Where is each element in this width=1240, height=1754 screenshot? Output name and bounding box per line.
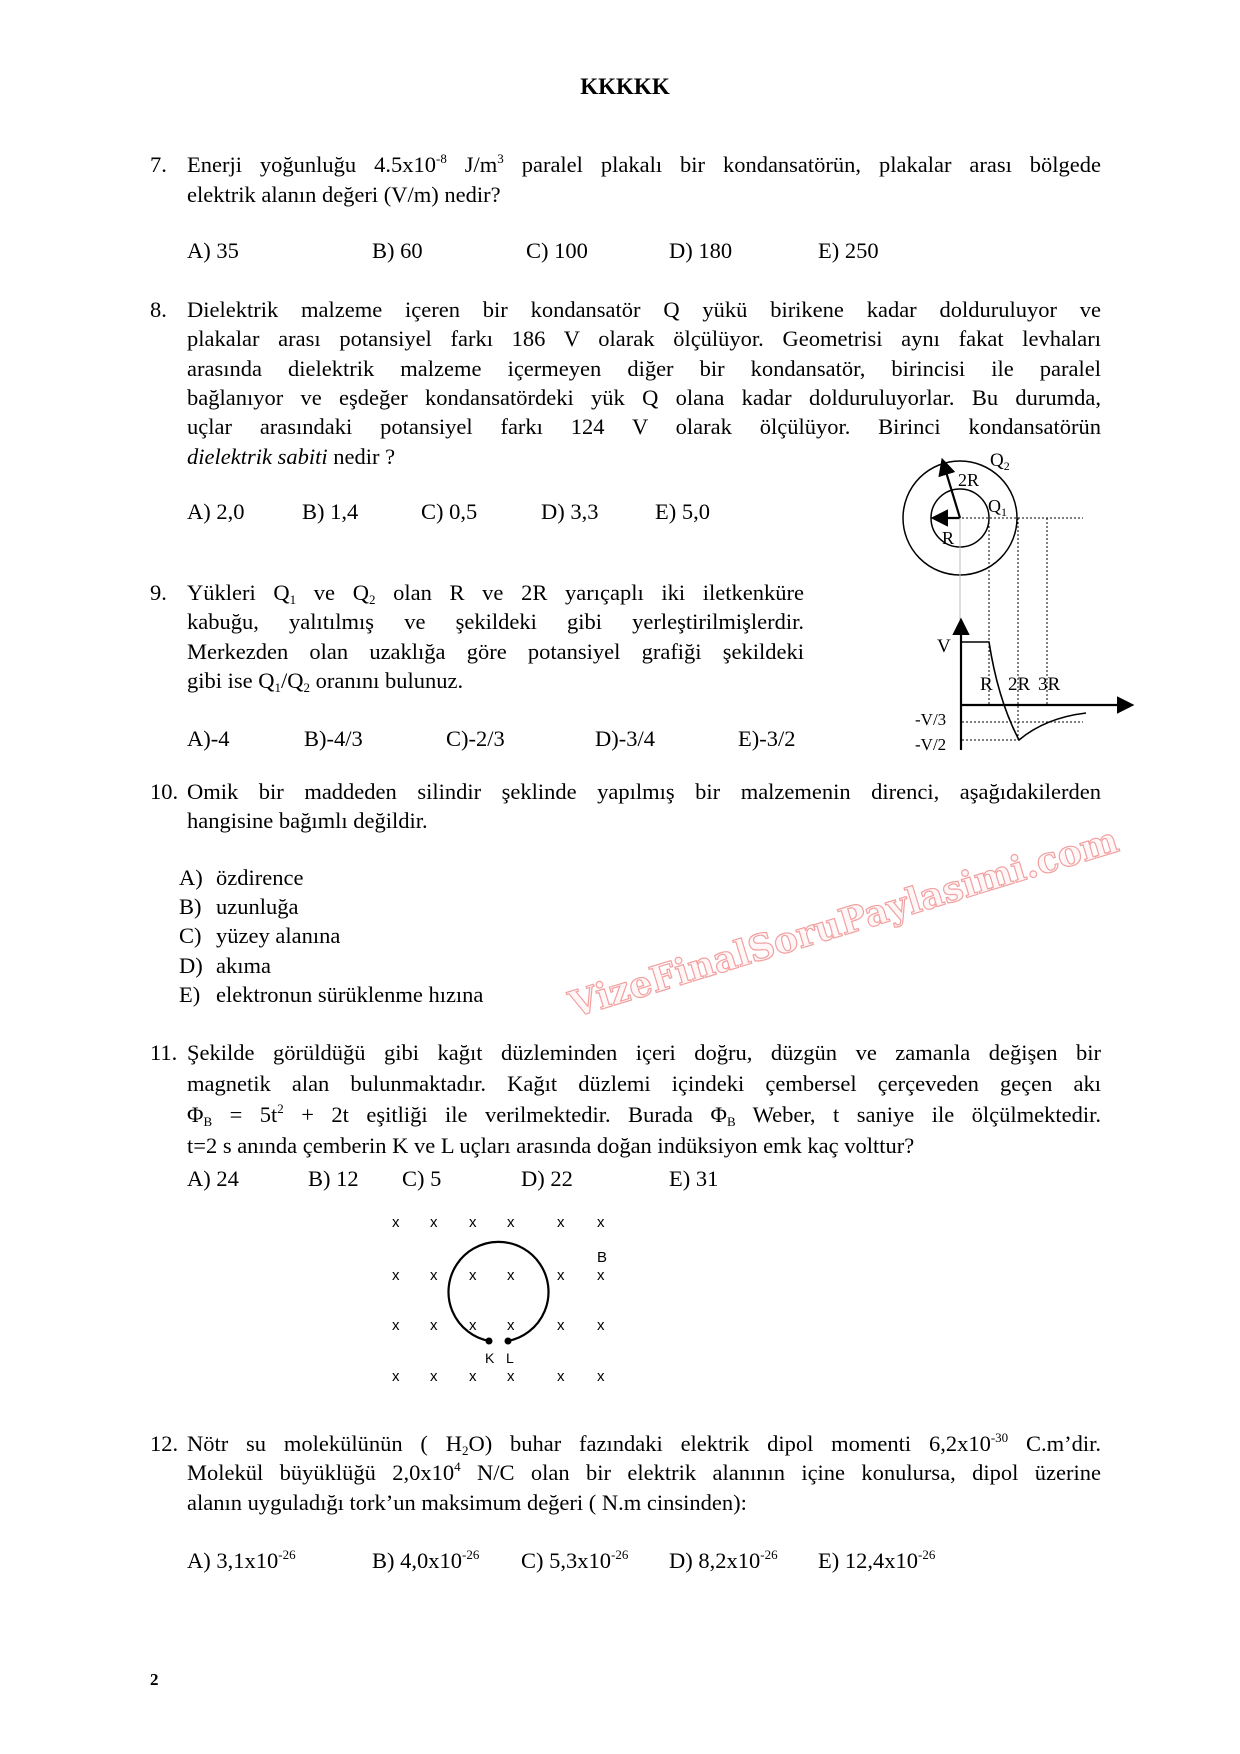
text-segment: Enerji yoğunluğu 4.5x10 [187,152,436,177]
text-segment: + 2t eşitliği ile verilmektedir. Burada Φ [283,1102,727,1127]
text-segment: ve Q [296,580,369,605]
text-segment: oranını bulunuz. [310,667,464,693]
field-into-page-mark: x [597,1267,605,1284]
field-b-label: B [597,1249,608,1266]
answer-choice: E) 5,0 [655,499,710,524]
watermark: VizeFinalSoruPaylasimi.com [564,818,1124,1027]
field-into-page-mark: x [469,1368,477,1385]
field-into-page-mark: x [392,1267,400,1284]
question-number: 8. [150,297,167,322]
option-letter: C) [179,923,202,949]
q2-label: $Q_2$ [990,450,1010,473]
superscript: -8 [435,151,447,166]
answer-choice: A)-4 [187,726,230,751]
field-into-page-mark: x [507,1317,515,1334]
text-segment: Molekül büyüklüğü 2,0x10 [187,1460,455,1486]
text-segment: t=2 s anında çemberin K ve L uçları arasında doğan indüksiyon emk kaç volttur? [187,1133,915,1158]
text-segment: elektrik alanın değeri (V/m) nedir? [187,181,501,207]
subscript: 1 [274,679,281,695]
field-into-page-mark: x [507,1267,515,1284]
answer-choice: C)-2/3 [446,726,505,751]
field-into-page-mark: x [507,1214,515,1231]
field-into-page-mark: x [557,1317,565,1334]
text-segment: Yükleri Q [187,580,290,605]
field-into-page-mark: x [392,1317,400,1334]
subscript: 2 [461,1443,469,1458]
option-letter: A) [179,865,203,890]
option-text: özdirence [216,865,304,890]
text-segment: plakalar arası potansiyel farkı 186 V olarak ölçülüyor. Geometrisi aynı fakat levhaları [187,326,1101,352]
answer-choice: E) 31 [669,1166,719,1191]
field-into-page-mark: x [392,1368,400,1385]
text-segment: Omik bir maddeden silindir şeklinde yapılmış bir malzemenin direnci, aşağıdakilerden [187,779,1101,804]
answer-choice: B) 60 [372,238,423,263]
text-segment: olan R ve 2R yarıçaplı iki iletkenküre [375,580,804,605]
answer-choice: C) 100 [526,238,588,263]
answer-choice: D) 180 [669,238,733,263]
field-into-page-mark: x [557,1267,565,1284]
option-text: elektronun sürüklenme hızına [216,981,484,1007]
text-segment: magnetik alan bulunmaktadır. Kağıt düzlemi içindeki çembersel çerçeveden geçen akı [187,1071,1101,1096]
subscript: B [726,1114,736,1129]
question-number: 7. [150,152,167,177]
subscript: 2 [368,592,376,607]
answer-choice: D) 3,3 [541,499,599,524]
option-text: uzunluğa [216,894,299,920]
tick-r: R [980,674,993,695]
text-segment: uçlar arasındaki potansiyel farkı 124 V olarak ölçülüyor. Birinci kondansatörün [187,414,1101,440]
option-letter: B) [179,894,202,920]
option-text: akıma [216,952,271,978]
text-segment: hangisine bağımlı değildir. [187,808,428,834]
text-segment: A) 3,1x10 [187,1548,279,1573]
option-text: yüzey alanına [216,923,341,949]
terminal-k-dot [486,1338,493,1345]
answer-choice: D) 22 [521,1166,573,1191]
superscript: 3 [497,151,504,166]
field-into-page-mark: x [469,1214,477,1231]
r-label: R [942,528,955,548]
text-segment: Φ [187,1102,204,1127]
superscript: -26 [760,1547,778,1562]
subscript: 1 [289,592,297,607]
answer-choice: B) 12 [308,1166,359,1191]
answer-choice: D)-3/4 [595,726,655,751]
terminal-k-label: K [485,1350,495,1366]
terminal-l-label: L [506,1350,514,1366]
answer-choice: E) 250 [818,238,879,263]
text-segment: Şekilde görüldüğü gibi kağıt düzleminden içeri doğru, düzgün ve zamanla değişen bir [187,1040,1101,1065]
answer-choice: C) 5 [402,1166,442,1191]
text-segment: paralel plakalı bir kondansatörün, plakalar arası bölgede [503,152,1101,177]
text-segment: D) 8,2x10 [669,1548,761,1573]
field-into-page-mark: x [597,1317,605,1334]
option-letter: D) [179,952,203,978]
question-number: 10. [150,779,179,804]
superscript: -26 [278,1547,296,1562]
superscript: 4 [454,1459,461,1475]
tick-minus-v3: -V/3 [915,710,947,729]
question-number: 9. [150,580,167,605]
q1-label: $Q_1$ [988,496,1007,519]
field-into-page-mark: x [557,1368,565,1385]
superscript: -26 [611,1547,629,1562]
tick-minus-v2: -V/2 [915,735,947,754]
text-segment: E) 12,4x10 [818,1548,918,1573]
exam-header: KKKKK [580,74,670,99]
subscript: B [203,1114,213,1129]
answer-choice: A) 24 [187,1166,239,1191]
field-into-page-mark: x [507,1368,515,1385]
text-segment: O) buhar fazındaki elektrik dipol momenti 6,2x10 [468,1431,991,1456]
answer-choice: B)-4/3 [304,726,363,751]
answer-choice: C) 0,5 [421,499,478,524]
text-segment: C) 5,3x10 [521,1548,611,1573]
field-into-page-mark: x [469,1317,477,1334]
text-segment: /Q [281,667,304,693]
2r-label: 2R [958,470,980,490]
text-segment: kabuğu, yalıtılmış ve şekildeki gibi yerleştirilmişlerdir. [187,609,804,635]
superscript: -26 [918,1547,936,1562]
field-into-page-mark: x [430,1214,438,1231]
text-segment: Weber, t saniye ile ölçülmektedir. [735,1102,1101,1127]
field-into-page-mark: x [392,1214,400,1231]
text-segment: Merkezden olan uzaklığa göre potansiyel grafiği şekildeki [187,638,804,664]
question-number: 11. [150,1040,178,1065]
field-into-page-mark: x [430,1317,438,1334]
field-into-page-mark: x [430,1368,438,1385]
field-into-page-mark: x [557,1214,565,1231]
answer-choice: A) 2,0 [187,499,245,524]
loop-wire [448,1242,548,1341]
text-segment: Dielektrik malzeme içeren bir kondansatör Q yükü birikene kadar dolduruluyor ve [187,297,1101,322]
superscript: 2 [277,1101,284,1116]
text-segment: = 5t [212,1102,278,1127]
field-into-page-mark: x [430,1267,438,1284]
answer-choice: A) 35 [187,238,239,263]
field-into-page-mark: x [597,1214,605,1231]
superscript: -30 [990,1430,1009,1445]
terminal-l-dot [505,1338,512,1345]
y-axis-label: V [937,636,951,657]
answer-choice: B) 1,4 [302,499,359,524]
answer-choice: E)-3/2 [738,726,796,751]
tick-3r: 3R [1038,674,1061,695]
text-segment: N/C olan bir elektrik alanının içine konulursa, dipol üzerine [460,1460,1101,1486]
page-number: 2 [150,1670,159,1689]
text-segment: bağlanıyor ve eşdeğer kondansatördeki yük Q olana kadar dolduruluyorlar. Bu durumda, [187,384,1101,410]
text-segment: Nötr su molekülünün ( H [187,1431,462,1456]
option-letter: E) [179,981,201,1007]
text-segment: arasında dielektrik malzeme içermeyen diğer bir kondansatör, birincisi ile paralel [187,355,1101,381]
question-number: 12. [150,1431,179,1456]
text-segment: gibi ise Q [187,667,275,693]
tick-2r: 2R [1008,674,1031,695]
field-into-page-mark: x [597,1368,605,1385]
superscript: -26 [462,1547,480,1562]
text-segment: alanın uyguladığı tork’un maksimum değeri ( N.m cinsinden): [187,1489,747,1515]
italic-text: dielektrik sabiti [187,443,328,469]
text-segment: J/m [446,152,498,177]
text-segment: C.m’dir. [1008,1431,1101,1456]
subscript: 2 [303,679,310,695]
text-segment: nedir ? [327,443,396,469]
field-into-page-mark: x [469,1267,477,1284]
text-segment: B) 4,0x10 [372,1548,462,1573]
